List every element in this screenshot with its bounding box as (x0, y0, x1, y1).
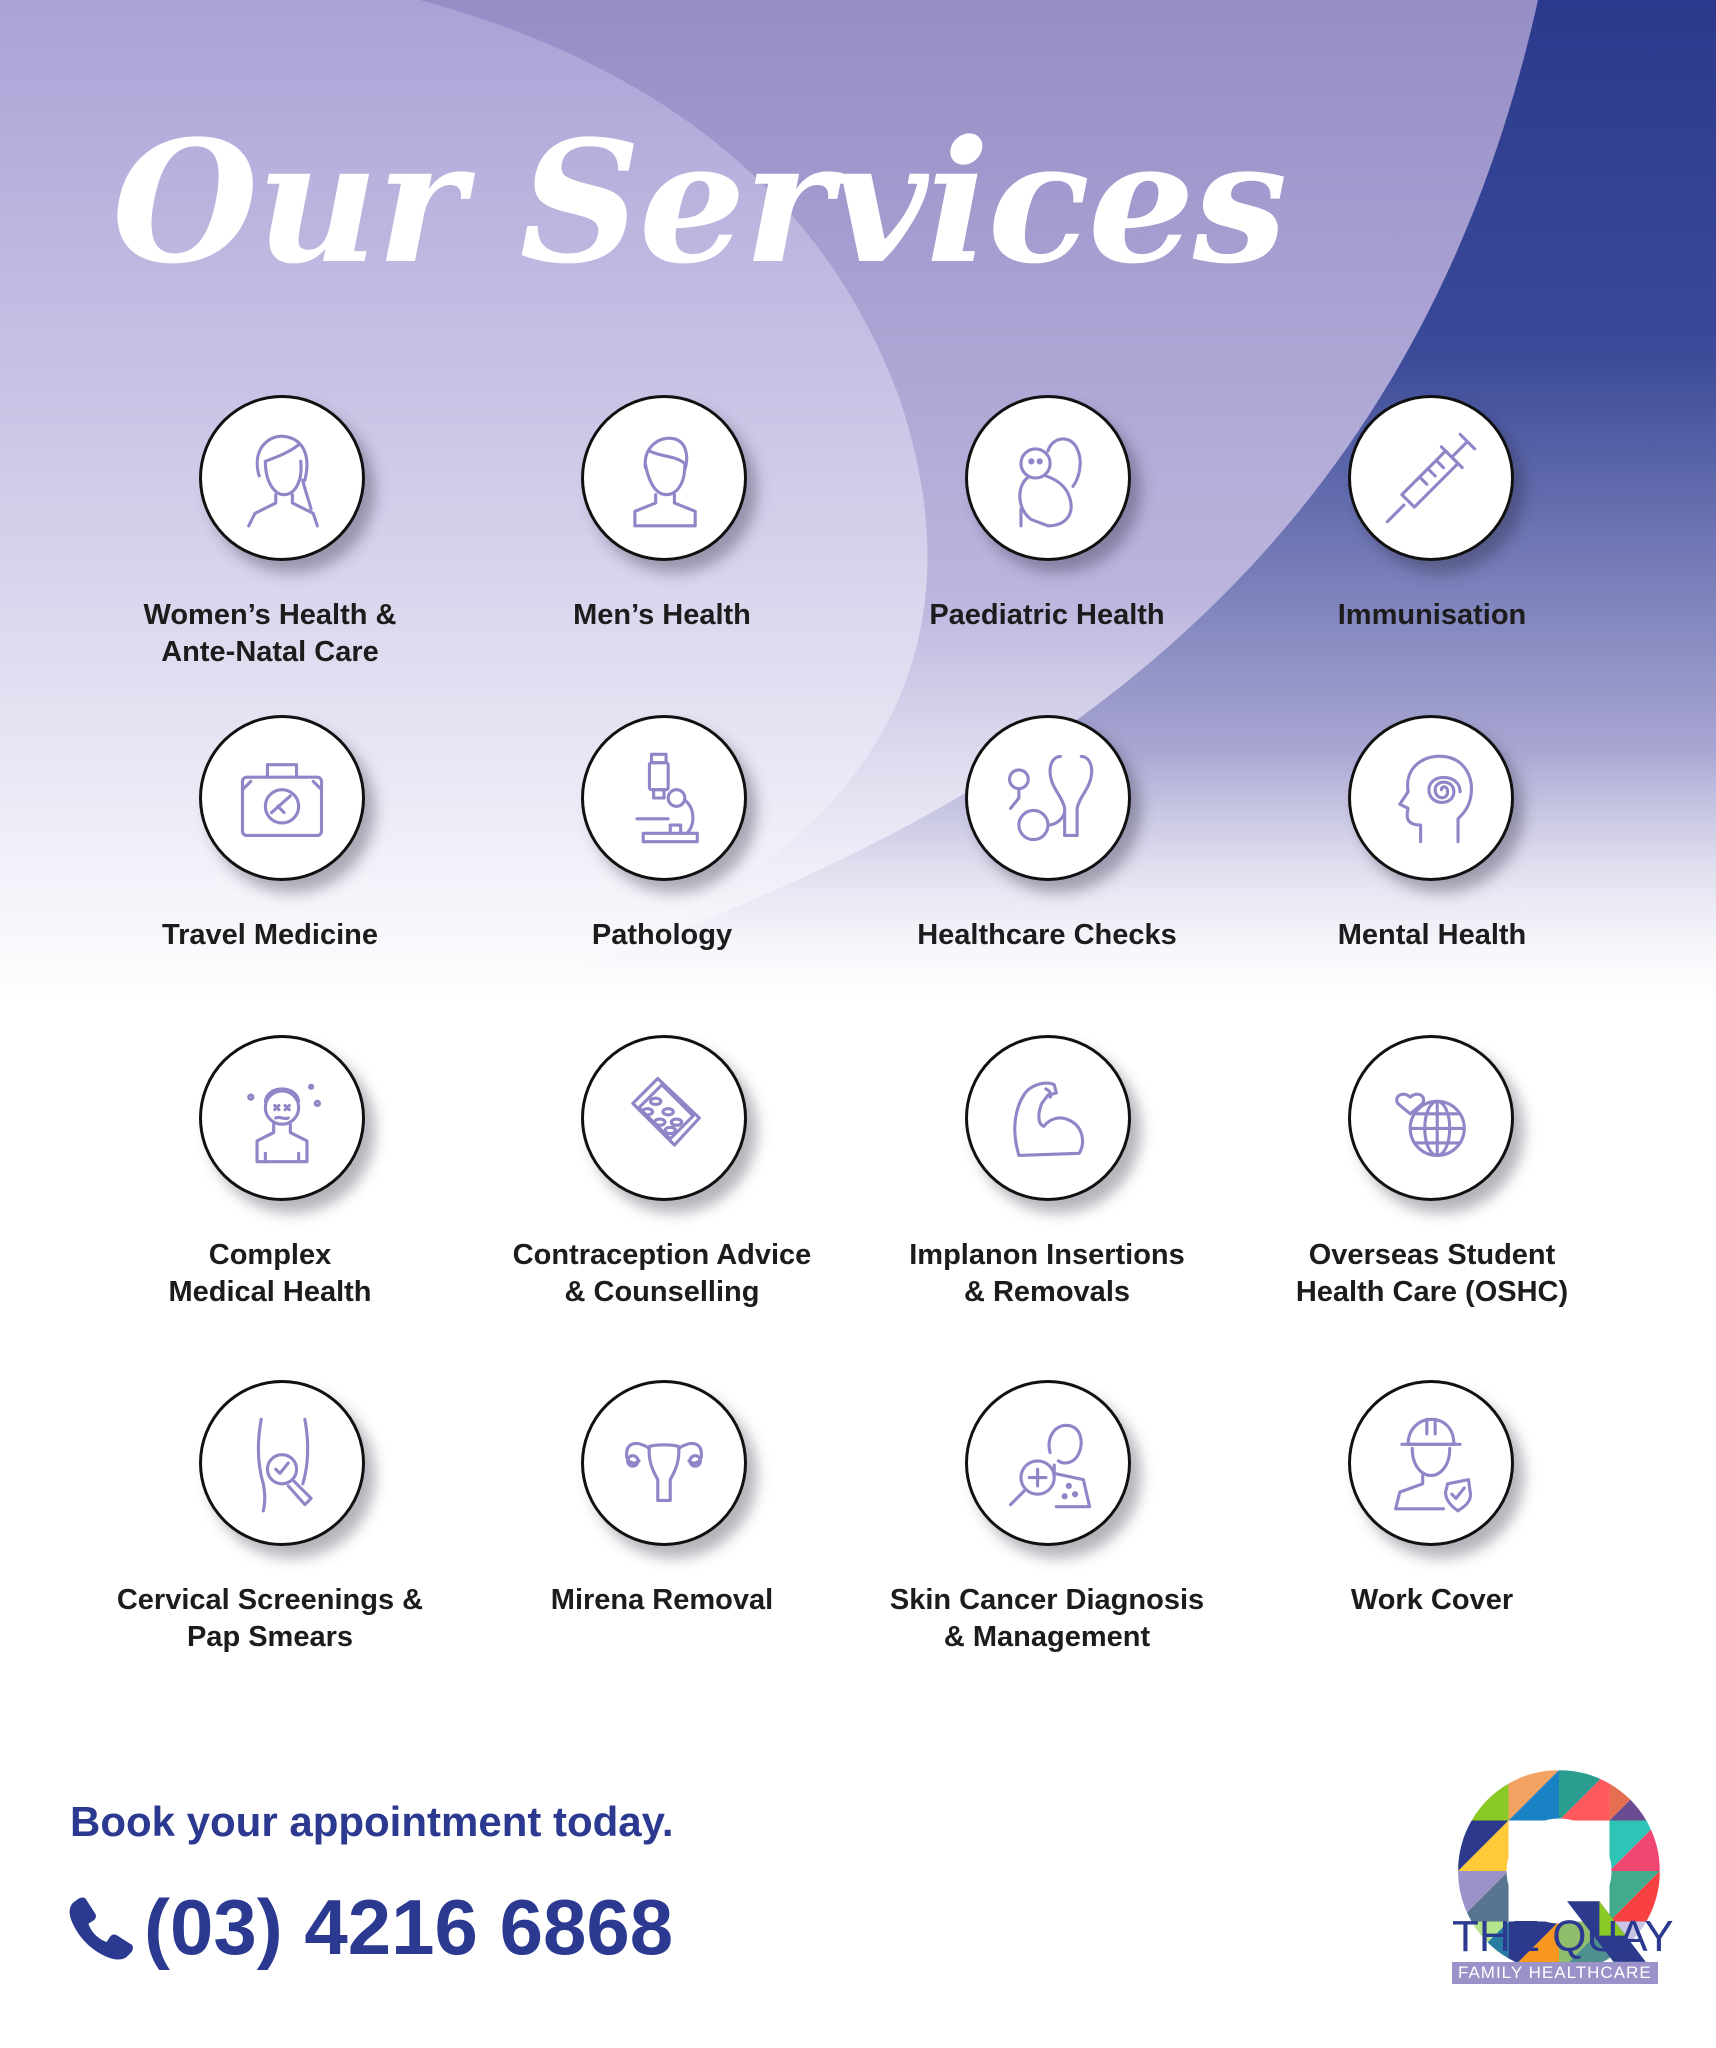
phone-icon (66, 1893, 136, 1963)
icon-badge (1348, 1380, 1514, 1546)
man-icon (612, 426, 716, 530)
medical-suitcase-icon (230, 746, 334, 850)
service-label: Mirena Removal (550, 1584, 774, 1616)
icon-badge (1348, 395, 1514, 561)
woman-icon (230, 426, 334, 530)
service-label: Immunisation (1337, 599, 1527, 631)
icon-badge (1348, 715, 1514, 881)
service-label: Pathology (591, 919, 733, 951)
syringe-icon (1379, 426, 1483, 530)
arm-icon (996, 1066, 1100, 1170)
icon-badge (199, 395, 365, 561)
icon-badge (581, 715, 747, 881)
skin-check-icon (996, 1411, 1100, 1515)
service-label: Healthcare Checks (917, 919, 1177, 951)
service-label: Mental Health (1337, 919, 1527, 951)
service-label: Overseas Student Health Care (OSHC) (1295, 1239, 1569, 1308)
icon-badge (199, 1035, 365, 1201)
icon-badge (199, 715, 365, 881)
icon-badge (965, 1380, 1131, 1546)
icon-badge (581, 1380, 747, 1546)
service-label: Skin Cancer Diagnosis & Management (889, 1584, 1205, 1653)
service-label: Contraception Advice & Counselling (512, 1239, 812, 1308)
brand-tagline: FAMILY HEALTHCARE (1452, 1962, 1658, 1984)
stethoscope-icon (996, 746, 1100, 850)
uterus-icon (612, 1411, 716, 1515)
magnifier-pelvis-icon (230, 1411, 334, 1515)
cta-text: Book your appointment today. (70, 1798, 674, 1845)
icon-badge (581, 395, 747, 561)
icon-badge (1348, 1035, 1514, 1201)
worker-shield-icon (1379, 1411, 1483, 1515)
dizzy-person-icon (230, 1066, 334, 1170)
pill-pack-icon (612, 1066, 716, 1170)
phone-number[interactable] (66, 1882, 673, 1973)
phone-number-text: (03) 4216 6868 (144, 1883, 674, 1971)
icon-badge (581, 1035, 747, 1201)
icon-badge (199, 1380, 365, 1546)
icon-badge (965, 1035, 1131, 1201)
icon-badge (965, 395, 1131, 561)
service-label: Paediatric Health (929, 599, 1165, 631)
service-label: Travel Medicine (162, 919, 378, 951)
service-label: Work Cover (1350, 1584, 1514, 1616)
globe-heart-icon (1379, 1066, 1483, 1170)
icon-badge (965, 715, 1131, 881)
service-label: Complex Medical Health (168, 1239, 372, 1308)
microscope-icon (612, 746, 716, 850)
head-spiral-icon (1379, 746, 1483, 850)
brand-name: THE QUAY (1452, 1912, 1674, 1961)
service-label: Cervical Screenings & Pap Smears (116, 1584, 424, 1653)
mother-baby-icon (996, 426, 1100, 530)
service-label: Implanon Insertions & Removals (909, 1239, 1185, 1308)
service-label: Women’s Health & Ante-Natal Care (143, 599, 397, 668)
page-title: Our Services (112, 103, 1286, 301)
service-label: Men’s Health (573, 599, 751, 631)
